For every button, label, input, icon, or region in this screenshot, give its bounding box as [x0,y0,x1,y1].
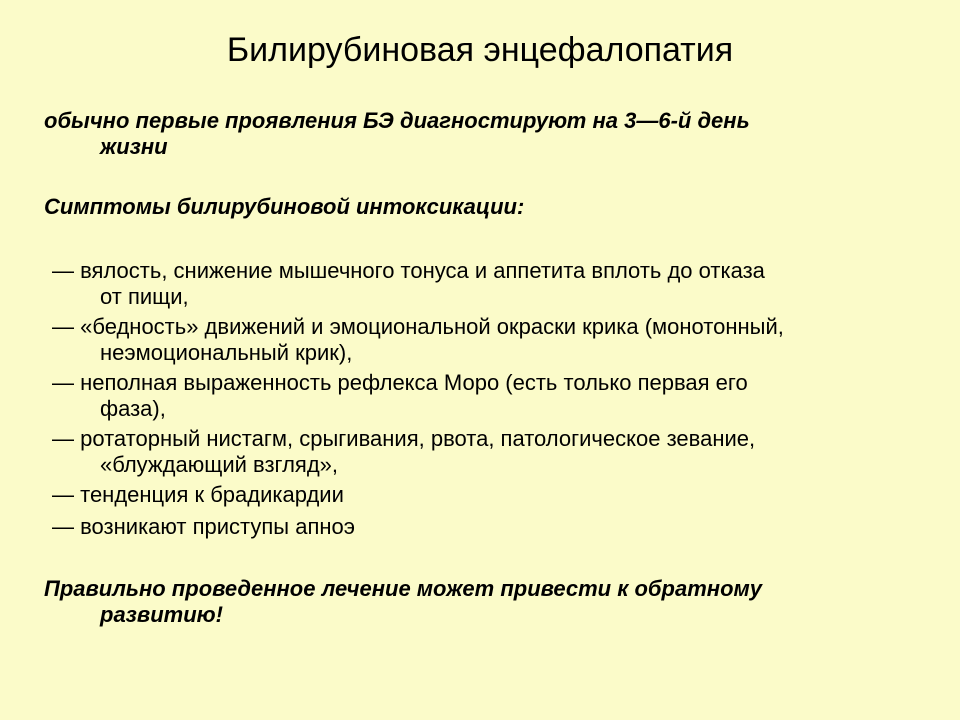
slide-title: Билирубиновая энцефалопатия [226,31,734,69]
symptom-item-2 [52,314,952,366]
intro-line-1: обычно первые проявления БЭ диагностируют на 3—6-й день [44,108,750,133]
symptom-item-3 [52,370,952,422]
symptom-item-1-line-2: от пищи, [100,284,189,309]
symptoms-heading: Симптомы билирубиновой интоксикации: [44,194,525,219]
symptom-item-2-line-1: — «бедность» движений и эмоциональной окраски крика (монотонный, [52,314,784,339]
conclusion-line-2: развитию! [100,602,223,627]
symptom-item-2-line-2: неэмоциональный крик), [100,340,353,365]
symptom-item-4 [52,426,952,478]
intro-paragraph [44,108,924,160]
symptom-item-3-line-1: — неполная выраженность рефлекса Моро (есть только первая его [52,370,748,395]
symptom-item-4-line-2: «блуждающий взгляд», [100,452,339,477]
symptom-item-3-line-2: фаза), [100,396,166,421]
intro-line-2: жизни [100,134,168,159]
conclusion-paragraph [44,576,924,628]
symptom-item-4-line-1: — ротаторный нистагм, срыгивания, рвота, патологическое зевание, [52,426,756,451]
symptom-item-1 [52,258,952,310]
conclusion-line-1: Правильно проведенное лечение может привести к обратному [44,576,763,601]
symptom-item-1-line-1: — вялость, снижение мышечного тонуса и аппетита вплоть до отказа [52,258,765,283]
symptom-item-6: — возникают приступы апноэ [52,514,355,539]
symptom-item-5: — тенденция к брадикардии [52,482,344,507]
